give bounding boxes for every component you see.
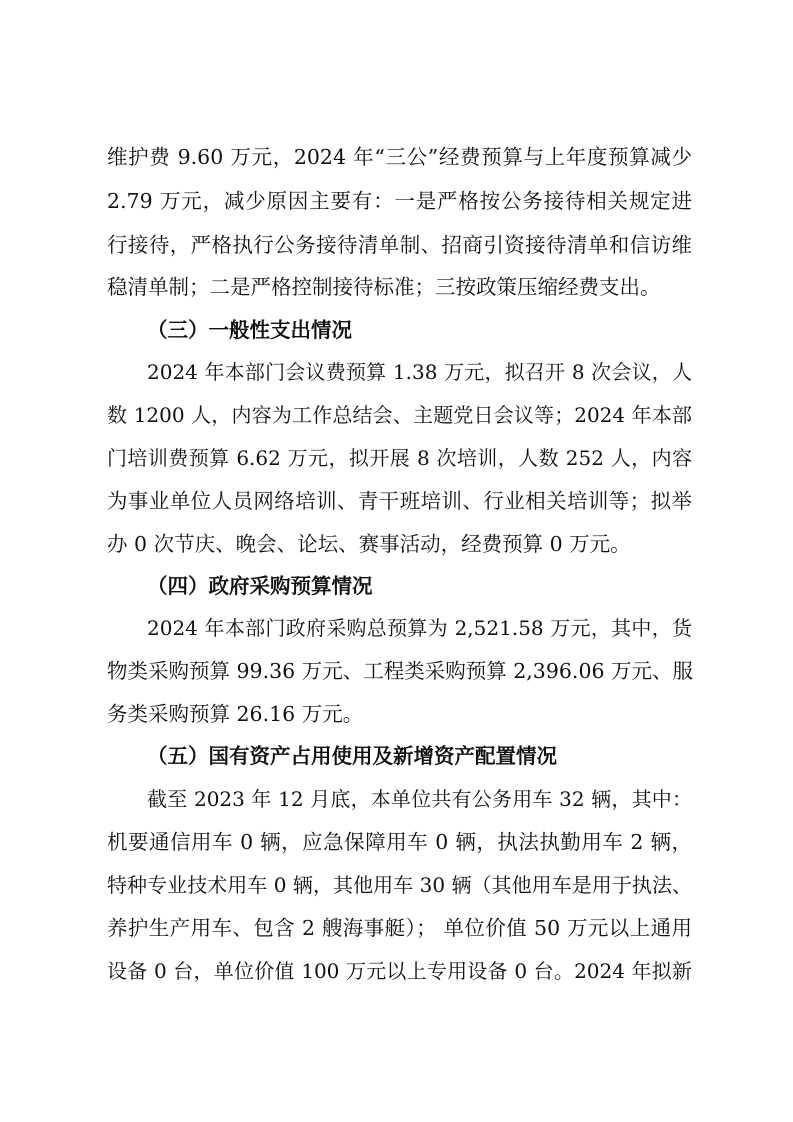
paragraph-line: 务类采购预算 26.16 万元。 bbox=[107, 702, 364, 726]
paragraph-line: 数 1200 人，内容为工作总结会、主题党日会议等；2024 年本部 bbox=[107, 403, 692, 427]
paragraph-line: 维护费 9.60 万元，2024 年“三公”经费预算与上年度预算减少 bbox=[107, 145, 692, 169]
paragraph-line: 物类采购预算 99.36 万元、工程类采购预算 2,396.06 万元、服 bbox=[107, 659, 694, 683]
section-heading-state-assets: （五）国有资产占用使用及新增资产配置情况 bbox=[147, 744, 557, 768]
paragraph-line: 2024 年本部门会议费预算 1.38 万元，拟召开 8 次会议，人 bbox=[147, 360, 692, 384]
paragraph-line: 稳清单制；二是严格控制接待标准；三按政策压缩经费支出。 bbox=[107, 275, 661, 299]
paragraph-line: 行接待，严格执行公务接待清单制、招商引资接待清单和信访维 bbox=[107, 233, 692, 257]
paragraph-line: 截至 2023 年 12 月底，本单位共有公务用车 32 辆，其中： bbox=[147, 787, 692, 811]
paragraph-line: 2024 年本部门政府采购总预算为 2,521.58 万元，其中，货 bbox=[147, 616, 692, 640]
section-heading-general-expenditure: （三）一般性支出情况 bbox=[147, 318, 352, 342]
paragraph-line: 机要通信用车 0 辆，应急保障用车 0 辆，执法执勤用车 2 辆， bbox=[107, 830, 692, 854]
paragraph-line: 养护生产用车、包含 2 艘海事艇）； 单位价值 50 万元以上通用 bbox=[107, 916, 692, 940]
paragraph-line: 为事业单位人员网络培训、青干班培训、行业相关培训等；拟举 bbox=[107, 489, 692, 513]
paragraph-line: 设备 0 台，单位价值 100 万元以上专用设备 0 台。2024 年拟新 bbox=[107, 959, 692, 983]
paragraph-line: 2.79 万元，减少原因主要有：一是严格按公务接待相关规定进 bbox=[107, 189, 692, 213]
section-heading-government-procurement: （四）政府采购预算情况 bbox=[147, 574, 373, 598]
paragraph-line: 门培训费预算 6.62 万元，拟开展 8 次培训，人数 252 人，内容 bbox=[107, 446, 692, 470]
paragraph-line: 特种专业技术用车 0 辆，其他用车 30 辆（其他用车是用于执法、 bbox=[107, 873, 692, 897]
paragraph-line: 办 0 次节庆、晚会、论坛、赛事活动，经费预算 0 万元。 bbox=[107, 532, 631, 556]
